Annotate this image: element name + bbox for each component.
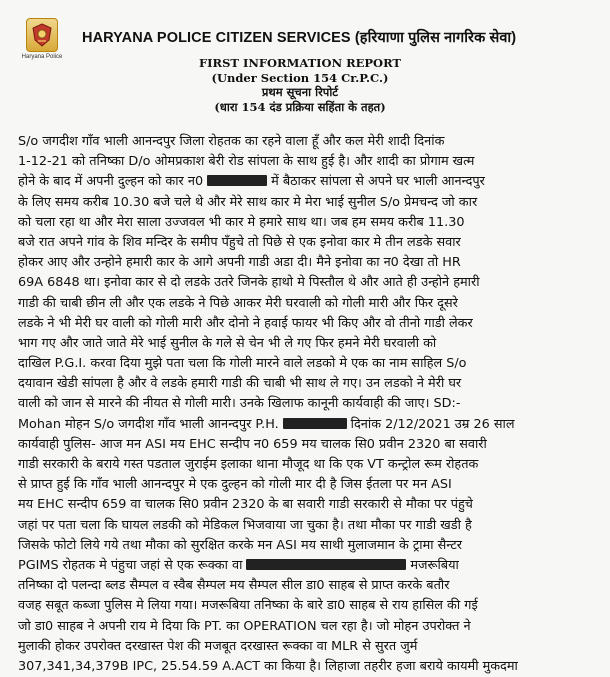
body-line-text: भाग गए और जाते जाते मेरे भाई सुनील के गले से चेन भी ले गए फिर हमने मेरी घरवाली को — [18, 335, 437, 351]
body-line-text: PGIMS रोहतक मे पंहुचा जहां से एक रूक्का वा — [18, 557, 243, 573]
police-emblem-icon — [26, 18, 58, 52]
report-section-hi: (धारा 154 दंड प्रक्रिया सहिंता के तहत) — [214, 99, 386, 114]
body-line — [18, 172, 598, 192]
body-line-text: दिनांक 2/12/2021 उम्र 26 साल — [350, 416, 515, 432]
report-section-en: (Under Section 154 Cr.P.C.) — [211, 70, 389, 85]
report-titles — [150, 56, 450, 114]
body-line-text: लडके ने भी मेरी घर वाली को गोली मारी और दोनो ने हवाई फायर भी किए और वो तीनो गाडी लेकर — [18, 315, 473, 331]
body-line — [18, 455, 598, 475]
logo-caption: Haryana Police — [21, 54, 63, 60]
body-line-text: कार्यवाही पुलिस- आज मन ASI मय EHC सन्दीप न0 659 मय चालक सि0 प्रवीन 2320 बा सवारी — [18, 436, 487, 452]
body-line-text: गाडी की चाबी छीन ली और एक लडके ने पिछे आकर मेरी घरवाली को गोली मारी और फिर दूसरे — [18, 295, 458, 311]
body-line-text: Mohan मोहन S/o जगदीश गाँव भाली आनन्दपुर P.H. — [18, 416, 279, 432]
body-line — [18, 193, 598, 213]
body-line-text: जहां पर पता चला कि घायल लडकी को मेडिकल भिजवाया जा चुका है। तथा मौका पर गाडी खडी है — [18, 517, 472, 533]
body-line-text: जो डा0 साहब ने अपनी राय मे दिया कि PT. का OPERATION चल रहा है। जो मोहन उपरोक्त ने — [18, 618, 471, 634]
body-line — [18, 354, 598, 374]
body-line — [18, 152, 598, 172]
body-line — [18, 536, 598, 556]
body-line-text: वाली को जान से मारने की नीयत से गोली मारी। उनके खिलाफ कानूनी कार्यवाही की जाए। SD:- — [18, 396, 461, 412]
body-line-text: 69A 6848 था। इनोवा कार से दो लडके उतरे जिनके हाथो मे पिस्तौल थे और आते ही उन्होने हमारी — [18, 275, 480, 291]
page-header-title: HARYANA POLICE CITIZEN SERVICES (हरियाणा पुलिस नागरिक सेवा) — [82, 30, 517, 46]
body-line — [18, 556, 598, 576]
body-line-text: मय EHC सन्दीप 659 वा चालक सि0 प्रवीन 2320 के बा सवारी गाडी सरकारी से मौका पर पंहुचे — [18, 497, 473, 513]
body-line — [18, 394, 598, 414]
body-line — [18, 233, 598, 253]
body-line — [18, 435, 598, 455]
report-title-en: FIRST INFORMATION REPORT — [199, 56, 401, 70]
body-line-text: 1-12-21 को तनिष्का D/o ओमप्रकाश बेरी रोड सांपला के साथ हुई है। और शादी का प्रोगाम खत्म — [18, 154, 475, 170]
body-line — [18, 213, 598, 233]
body-line-text: 307,341,34,379B IPC, 25.54.59 A.ACT का किया है। लिहाजा तहरीर हजा बराये कायमी मुकदमा — [18, 658, 518, 674]
body-line — [18, 516, 598, 536]
body-line-text: के लिए समय करीब 10.30 बजे चले थे और मेरे साथ कार मे मेरा भाई सुनील S/o प्रेमचन्द जो कार — [18, 194, 478, 210]
body-line — [18, 657, 598, 677]
report-body — [18, 132, 598, 677]
body-line-text: S/o जगदीश गाँव भाली आनन्दपुर जिला रोहतक का रहने वाला हूँ और कल मेरी शादी दिनांक — [18, 134, 445, 149]
body-line — [18, 132, 598, 152]
body-line — [18, 637, 598, 657]
body-line-text: बजे रात अपने गांव के शिव मन्दिर के समीप पँहुचे तो पिछे से एक इनोवा कार मे तीन लडके सवार — [18, 234, 461, 250]
body-line — [18, 314, 598, 334]
redacted-text — [246, 559, 406, 570]
body-line — [18, 334, 598, 354]
body-line-text: से प्राप्त हुई कि गाँव भाली आनन्दपुर मे एक दुल्हन को गोली मार दी है जिस ईतला पर मन ASI — [18, 477, 452, 493]
haryana-police-logo — [20, 18, 64, 70]
body-line — [18, 495, 598, 515]
body-line-text: वजह सबूत कब्जा पुलिस मे लिया गया। मजरूबिया तनिष्का के बारे डा0 साहब से राय हासिल की गई — [18, 598, 478, 614]
body-line — [18, 576, 598, 596]
body-line — [18, 374, 598, 394]
body-line-text: दयावान खेडी सांपला है और वे लडके हमारी गाडी की चाबी भी साथ ले गए। उन लडको ने मेरी घर — [18, 376, 462, 392]
body-line-text: जिसके फोटो लिये गये तथा मौका को सुरक्षित करके मन ASI मय साथी मुलाजमान के ट्रामा सैन्टर — [18, 537, 463, 553]
body-line-text: गाडी सरकारी के बराये गस्त पडताल जुराईम इलाका थाना मौजूद था कि एक VT कन्ट्रोल रूम रोहतक — [18, 457, 479, 472]
body-line-text: में बैठाकर सांपला से अपने घर भाली आनन्दपुर — [271, 174, 485, 190]
body-line — [18, 253, 598, 273]
body-line-text: मुलाकी होकर उपरोक्त दरखास्त पेश की मजबूत दरखास्त रूक्का वा MLR से सुरत जुर्म — [18, 638, 418, 654]
body-line-text: होकर आए और उन्होने हमारी कार के आगे अपनी गाडी अडा दी। मैने इनोवा का न0 देखा तो HR — [18, 255, 461, 271]
body-line — [18, 415, 598, 435]
redacted-text — [207, 175, 267, 186]
body-line-text: मजरूबिया — [410, 557, 459, 573]
body-line — [18, 294, 598, 314]
body-line-text: दाखिल P.G.I. करवा दिया मुझे पता चला कि गोली मारने वाले लडको मे एक का नाम साहिल S/o — [18, 356, 467, 372]
body-line-text: होने के बाद में अपनी दुल्हन को कार न0 — [18, 174, 204, 190]
body-line — [18, 475, 598, 495]
body-line — [18, 617, 598, 637]
body-line-text: को चला रहा था और मेरा साला उज्जवल भी कार मे हमारे साथ था। जब हम समय करीब 11.30 — [18, 214, 465, 230]
body-line — [18, 273, 598, 293]
body-line — [18, 596, 598, 616]
body-line-text: तनिष्का दो पलन्दा ब्लड सैम्पल व स्वैब सैम्पल मय सैम्पल सील डा0 साहब से प्राप्त करके बतौर — [18, 578, 450, 594]
report-title-hi: प्रथम सूचना रिपोर्ट — [261, 85, 339, 99]
redacted-text — [283, 418, 347, 429]
